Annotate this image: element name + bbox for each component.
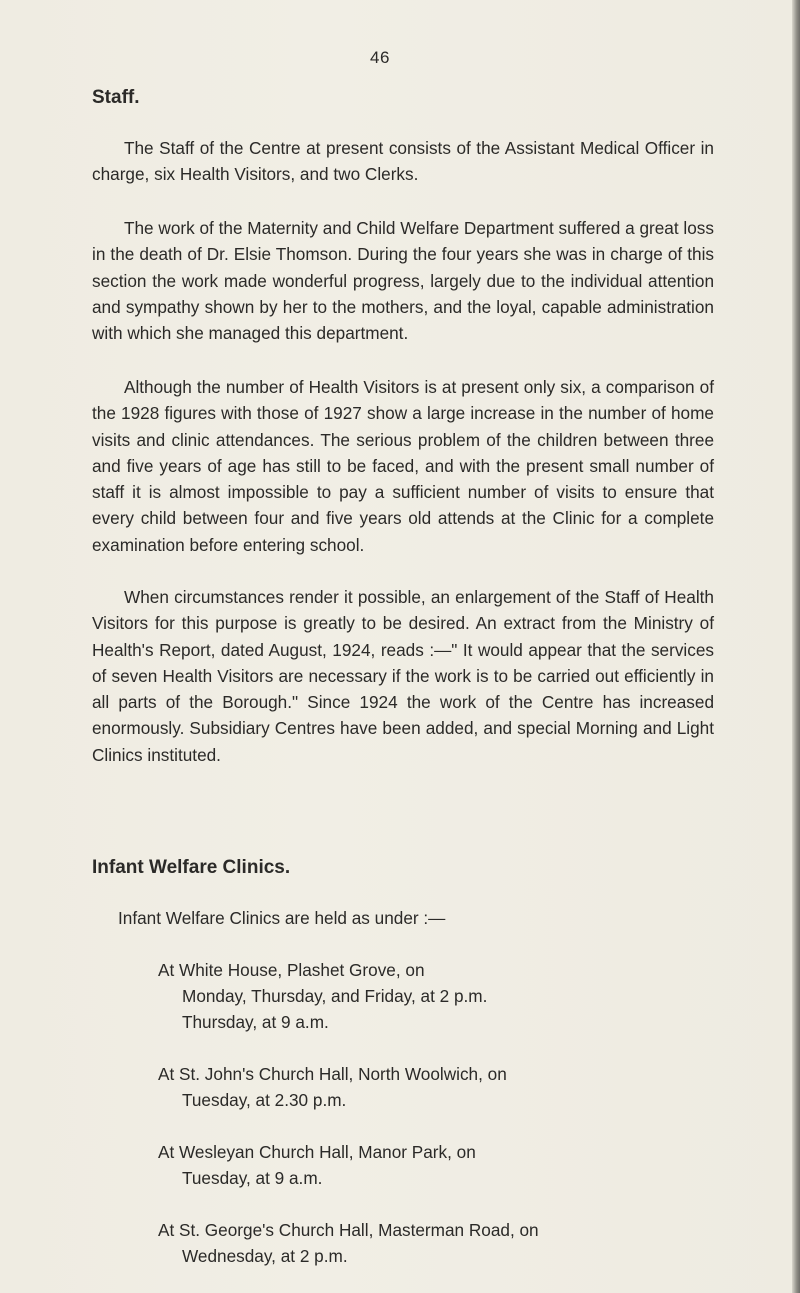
staff-paragraph-2: The work of the Maternity and Child Welfare Department suffered a great loss in the death of Dr. Elsie Thomson. During the four years she was in charge of this section the work made wonderful progress, largely due to the individual attention and sympathy shown by her to the mothers, and the loyal, capable administration with which she managed this department. <box>92 218 714 344</box>
clinics-intro: Infant Welfare Clinics are held as under :— <box>118 908 446 928</box>
clinic-times-st-johns: Tuesday, at 2.30 p.m. <box>182 1090 347 1110</box>
clinic-times-white-house-2: Thursday, at 9 a.m. <box>182 1012 329 1032</box>
clinic-times-st-georges: Wednesday, at 2 p.m. <box>182 1246 348 1266</box>
section-heading-infant-welfare-clinics: Infant Welfare Clinics. <box>92 857 291 878</box>
clinic-location-st-johns: At St. John's Church Hall, North Woolwich, on <box>158 1064 507 1084</box>
page-edge-shadow <box>792 0 800 1293</box>
clinic-location-white-house: At White House, Plashet Grove, on <box>158 960 425 980</box>
section-heading-staff: Staff. <box>92 87 140 108</box>
clinic-times-white-house-1: Monday, Thursday, and Friday, at 2 p.m. <box>182 986 488 1006</box>
clinic-times-wesleyan: Tuesday, at 9 a.m. <box>182 1168 323 1188</box>
staff-paragraph-1: The Staff of the Centre at present consists of the Assistant Medical Officer in charge, six Health Visitors, and two Clerks. <box>92 138 714 185</box>
staff-paragraph-3: Although the number of Health Visitors is at present only six, a comparison of the 1928 figures with those of 1927 show a large increase in the number of home visits and clinic attendances. The serious problem of the children between three and five years of age has still to be faced, and with the present small number of staff it is almost impossible to pay a sufficient number of visits to ensure that every child between four and five years old attends at the Clinic for a complete examination before entering school. <box>92 377 714 555</box>
staff-paragraph-4: When circumstances render it possible, an enlargement of the Staff of Health Visitors for this purpose is greatly to be desired. An extract from the Ministry of Health's Report, dated August, 1924, reads :—" It would appear that the services of seven Health Visitors are necessary if the work is to be carried out efficiently in all parts of the Borough." Since 1924 the work of the Centre has increased enormously. Subsidiary Centres have been added, and special Morning and Light Clinics instituted. <box>92 587 714 765</box>
clinic-location-st-georges: At St. George's Church Hall, Masterman Road, on <box>158 1220 539 1240</box>
page-number: 46 <box>370 48 390 67</box>
clinic-location-wesleyan: At Wesleyan Church Hall, Manor Park, on <box>158 1142 476 1162</box>
